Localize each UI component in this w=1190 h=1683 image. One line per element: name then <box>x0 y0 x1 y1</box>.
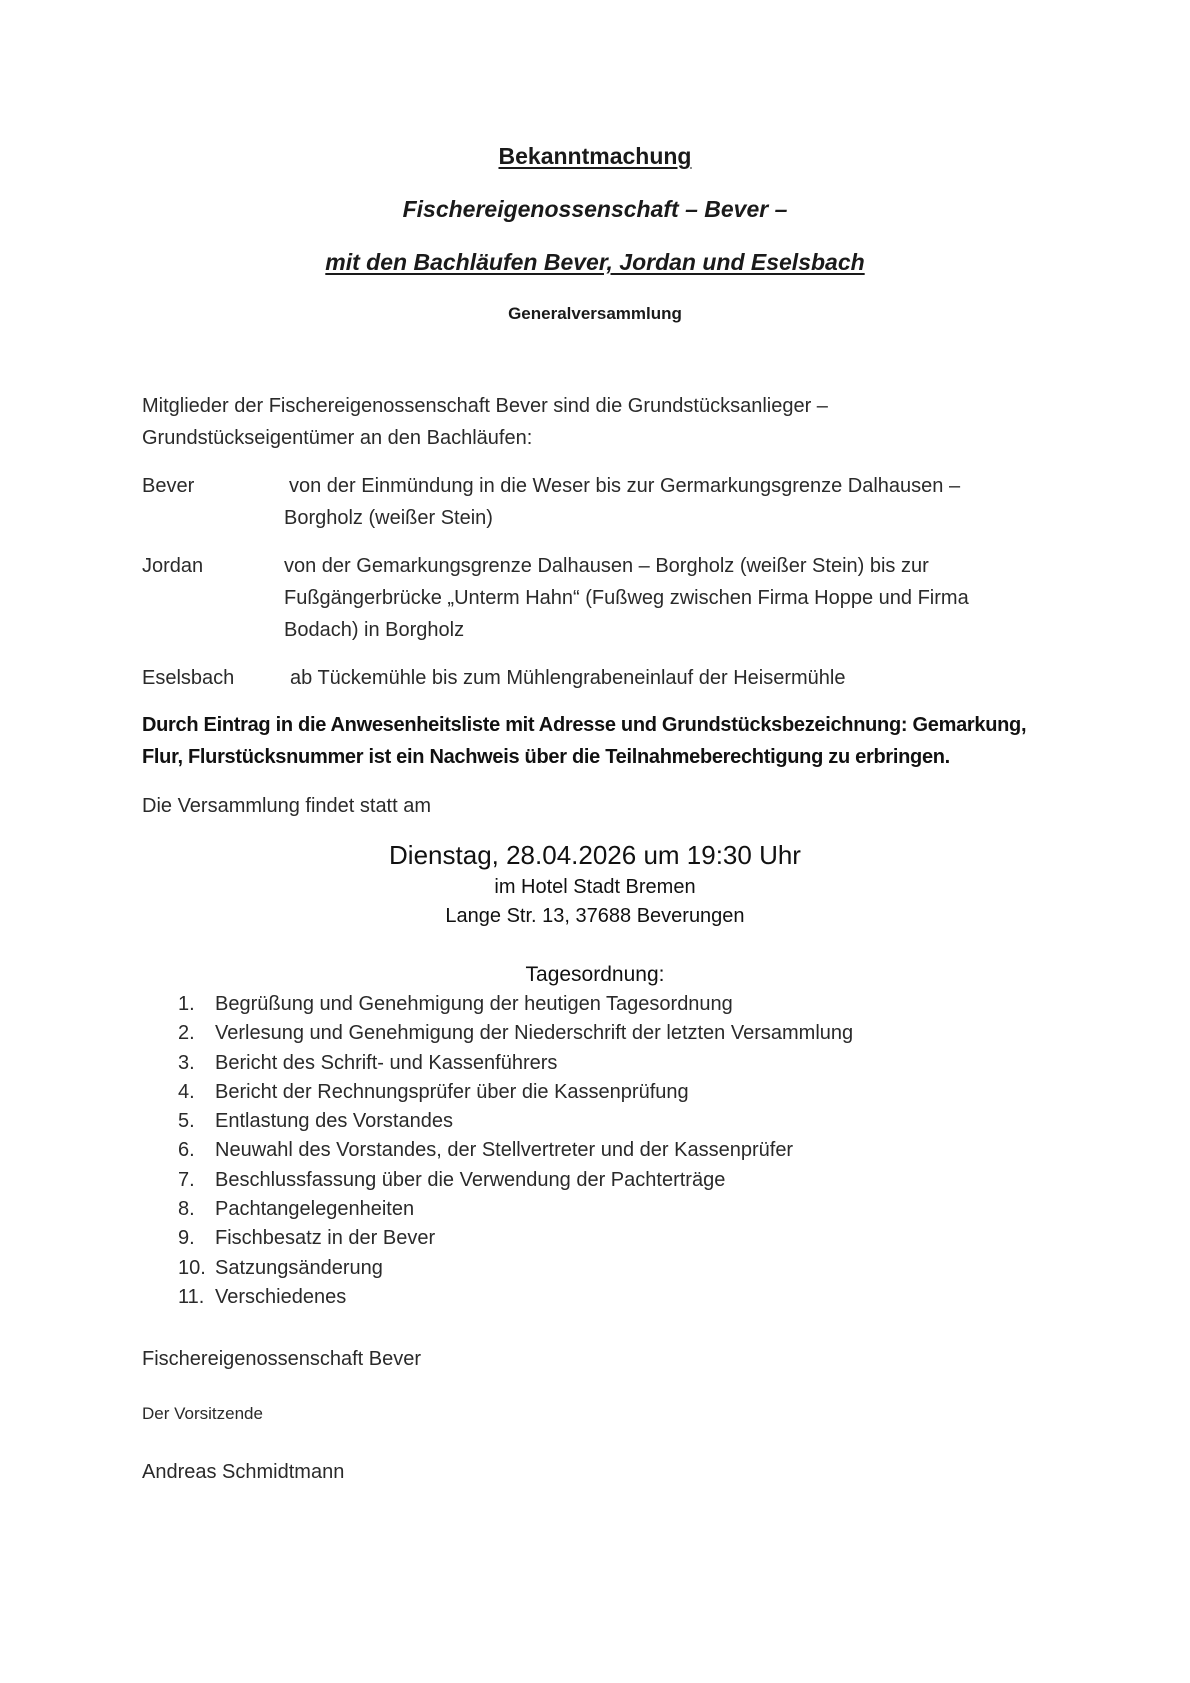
agenda-item-number: 8. <box>178 1198 195 1221</box>
agenda-item-number: 11. <box>178 1285 205 1308</box>
river-description-line: ab Tückemühle bis zum Mühlengrabeneinlauf der Heisermühle <box>290 667 846 689</box>
agenda-item-number: 4. <box>178 1080 195 1103</box>
agenda-item-number: 5. <box>178 1110 195 1133</box>
agenda-item-text: Verlesung und Genehmigung der Niederschrift der letzten Versammlung <box>215 1022 854 1045</box>
meeting-date: Dienstag, 28.04.2026 um 19:30 Uhr <box>389 840 801 870</box>
intro-line: Mitglieder der Fischereigenossenschaft Bever sind die Grundstücksanlieger – <box>142 395 828 417</box>
river-description <box>284 550 1184 646</box>
river-name: Bever <box>142 475 195 497</box>
agenda-item-text: Begrüßung und Genehmigung der heutigen Tagesordnung <box>215 993 733 1015</box>
agenda-item <box>178 1283 853 1312</box>
signature-role: Der Vorsitzende <box>142 1404 263 1423</box>
agenda-item <box>178 1107 853 1136</box>
streams-heading: mit den Bachläufen Bever, Jordan und Eselsbach <box>325 249 865 275</box>
signature-organization: Fischereigenossenschaft Bever <box>142 1348 422 1370</box>
river-description-line: Borgholz (weißer Stein) <box>284 507 493 529</box>
meeting-venue: im Hotel Stadt Bremen <box>494 876 696 898</box>
agenda-list <box>178 990 853 1312</box>
river-description-line: von der Gemarkungsgrenze Dalhausen – Borgholz (weißer Stein) bis zur <box>284 555 929 577</box>
agenda-item-text: Fischbesatz in der Bever <box>215 1227 436 1250</box>
agenda-item-number: 10. <box>178 1256 206 1279</box>
river-description-line: von der Einmündung in die Weser bis zur Germarkungsgrenze Dalhausen – <box>289 475 961 497</box>
river-description <box>284 470 1189 534</box>
river-name: Eselsbach <box>142 667 235 689</box>
agenda-item <box>178 1254 853 1283</box>
meeting-address: Lange Str. 13, 37688 Beverungen <box>445 905 745 927</box>
organization-heading: Fischereigenossenschaft – Bever – <box>402 196 788 222</box>
agenda-item-number: 6. <box>178 1139 195 1162</box>
agenda-item <box>178 1224 853 1253</box>
agenda-item <box>178 1019 853 1048</box>
river-description-line: Bodach) in Borgholz <box>284 619 465 641</box>
river-description <box>290 662 1190 694</box>
river-description-line: Fußgängerbrücke „Unterm Hahn“ (Fußweg zwischen Firma Hoppe und Firma <box>284 587 969 609</box>
notice-line: Durch Eintrag in die Anwesenheitsliste mit Adresse und Grundstücksbezeichnung: Gemarkung, <box>142 714 1027 736</box>
agenda-item <box>178 1166 853 1195</box>
agenda-item-text: Bericht der Rechnungsprüfer über die Kassenprüfung <box>215 1080 689 1103</box>
agenda-item-number: 1. <box>178 993 195 1015</box>
agenda-item-number: 2. <box>178 1022 195 1045</box>
document-title: Bekanntmachung <box>498 143 692 169</box>
intro-line: Grundstückseigentümer an den Bachläufen: <box>142 427 533 449</box>
notice-line: Flur, Flurstücksnummer ist ein Nachweis über die Teilnahmeberechtigung zu erbringen. <box>142 746 950 768</box>
agenda-item-number: 9. <box>178 1227 195 1250</box>
agenda-item-text: Beschlussfassung über die Verwendung der Pachterträge <box>215 1168 726 1191</box>
agenda-title: Tagesordnung: <box>525 963 665 986</box>
agenda-item-number: 3. <box>178 1051 195 1074</box>
agenda-item-text: Verschiedenes <box>215 1285 347 1308</box>
agenda-item <box>178 1049 853 1078</box>
agenda-item <box>178 1136 853 1165</box>
attendance-notice <box>142 709 1082 773</box>
agenda-item-text: Bericht des Schrift- und Kassenführers <box>215 1051 558 1074</box>
meeting-intro: Die Versammlung findet statt am <box>142 795 432 817</box>
agenda-item-number: 7. <box>178 1168 195 1191</box>
agenda-item-text: Neuwahl des Vorstandes, der Stellvertreter und der Kassenprüfer <box>215 1139 794 1162</box>
agenda-item-text: Entlastung des Vorstandes <box>215 1110 453 1133</box>
agenda-item-text: Satzungsänderung <box>215 1256 383 1279</box>
section-heading: Generalversammlung <box>508 304 682 323</box>
agenda-item <box>178 990 853 1019</box>
river-name: Jordan <box>142 555 204 577</box>
signature-name: Andreas Schmidtmann <box>142 1461 345 1483</box>
intro-paragraph <box>142 390 1042 454</box>
agenda-item <box>178 1195 853 1224</box>
agenda-item-text: Pachtangelegenheiten <box>215 1198 415 1221</box>
agenda-item <box>178 1078 853 1107</box>
